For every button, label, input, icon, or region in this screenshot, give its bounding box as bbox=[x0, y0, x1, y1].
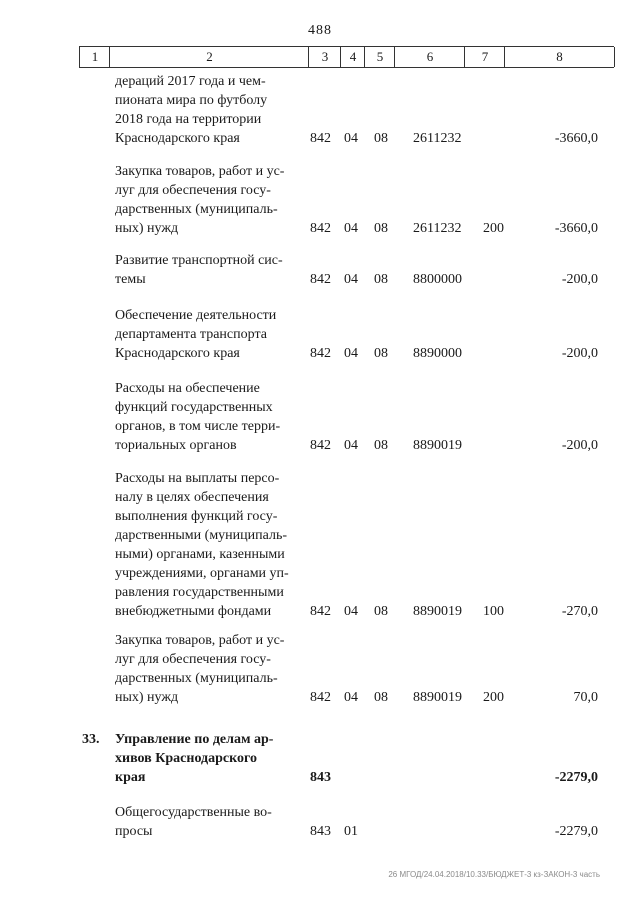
row-description: Расходы на выплаты персо- налу в целях обеспечения выполнения функций госу- дарственными (муниципаль- ными) органами, казенными учреждениями, органами уп- равления государственными внебюджетными фондами bbox=[115, 471, 289, 619]
target-article-code: 8890000 bbox=[413, 346, 462, 361]
ministry-code: 842 bbox=[310, 604, 331, 619]
footer-stamp: 26 МГОД/24.04.2018/10.33/БЮДЖЕТ-3 кз-ЗАКОН-3 часть bbox=[388, 870, 600, 879]
section-code: 04 bbox=[344, 346, 358, 361]
row-description: Закупка товаров, работ и ус- луг для обеспечения госу- дарственных (муниципаль- ных) нужд bbox=[115, 633, 285, 705]
subsection-code: 08 bbox=[374, 438, 388, 453]
ministry-code: 842 bbox=[310, 346, 331, 361]
ministry-code: 842 bbox=[310, 690, 331, 705]
ministry-code: 842 bbox=[310, 221, 331, 236]
expense-type-code: 200 bbox=[483, 690, 504, 705]
amount: -200,0 bbox=[561, 346, 598, 361]
amount: 70,0 bbox=[573, 690, 598, 705]
subsection-code: 08 bbox=[374, 604, 388, 619]
target-article-code: 8890019 bbox=[413, 690, 462, 705]
section-code: 04 bbox=[344, 221, 358, 236]
section-code: 04 bbox=[344, 604, 358, 619]
amount: -2279,0 bbox=[554, 824, 598, 839]
ministry-code: 842 bbox=[310, 131, 331, 146]
amount: -2279,0 bbox=[554, 770, 598, 785]
amount: -200,0 bbox=[561, 438, 598, 453]
row-description: Общегосударственные во- просы bbox=[115, 805, 272, 839]
header-col-3: 3 bbox=[308, 47, 341, 67]
target-article-code: 2611232 bbox=[413, 221, 462, 236]
target-article-code: 8890019 bbox=[413, 438, 462, 453]
amount: -270,0 bbox=[561, 604, 598, 619]
row-description: Развитие транспортной сис- темы bbox=[115, 253, 283, 287]
row-description: Обеспечение деятельности департамента транспорта Краснодарского края bbox=[115, 308, 277, 361]
row-description: Закупка товаров, работ и ус- луг для обеспечения госу- дарственных (муниципаль- ных) нужд bbox=[115, 164, 285, 236]
expense-type-code: 100 bbox=[483, 604, 504, 619]
subsection-code: 08 bbox=[374, 346, 388, 361]
expense-type-code: 200 bbox=[483, 221, 504, 236]
subsection-code: 08 bbox=[374, 221, 388, 236]
row-description: дераций 2017 года и чем- пионата мира по футболу 2018 года на территории Краснодарского края bbox=[115, 74, 268, 146]
row-number: 33. bbox=[82, 732, 100, 747]
target-article-code: 8890019 bbox=[413, 604, 462, 619]
header-col-6: 6 bbox=[394, 47, 465, 67]
ministry-code: 843 bbox=[310, 824, 331, 839]
header-col-1: 1 bbox=[79, 47, 110, 67]
ministry-code: 842 bbox=[310, 438, 331, 453]
header-col-7: 7 bbox=[464, 47, 505, 67]
header-col-2: 2 bbox=[109, 47, 309, 67]
header-col-5: 5 bbox=[364, 47, 395, 67]
subsection-code: 08 bbox=[374, 690, 388, 705]
table-header bbox=[79, 46, 614, 68]
ministry-code: 842 bbox=[310, 272, 331, 287]
target-article-code: 2611232 bbox=[413, 131, 462, 146]
amount: -3660,0 bbox=[554, 131, 598, 146]
ministry-code: 843 bbox=[310, 770, 331, 785]
subsection-code: 08 bbox=[374, 272, 388, 287]
amount: -200,0 bbox=[561, 272, 598, 287]
target-article-code: 8800000 bbox=[413, 272, 462, 287]
amount: -3660,0 bbox=[554, 221, 598, 236]
section-code: 04 bbox=[344, 438, 358, 453]
section-code: 04 bbox=[344, 690, 358, 705]
header-col-4: 4 bbox=[340, 47, 365, 67]
page-number: 488 bbox=[308, 23, 332, 38]
subsection-code: 08 bbox=[374, 131, 388, 146]
section-code: 04 bbox=[344, 131, 358, 146]
row-description: Расходы на обеспечение функций государственных органов, в том числе терри- ториальных органов bbox=[115, 381, 281, 453]
row-description: Управление по делам ар- хивов Краснодарского края bbox=[115, 732, 274, 785]
section-code: 04 bbox=[344, 272, 358, 287]
section-code: 01 bbox=[344, 824, 358, 839]
header-col-8: 8 bbox=[504, 47, 615, 67]
